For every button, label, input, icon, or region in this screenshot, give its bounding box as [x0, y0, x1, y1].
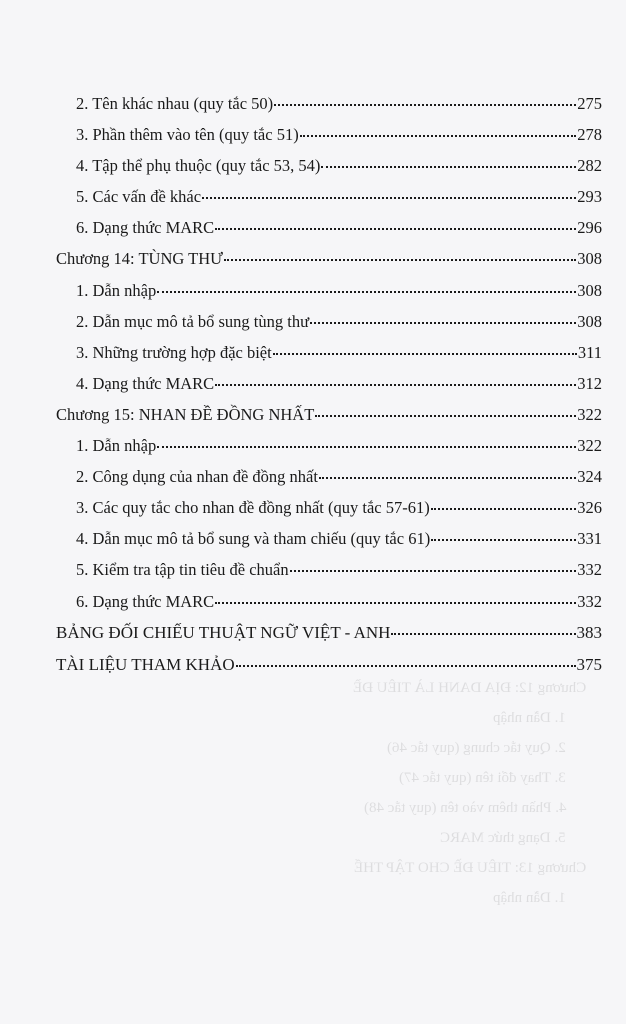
show-through-line: 3. Thay đổi tên (quy tắc 47)	[399, 770, 566, 786]
dot-leader	[236, 664, 576, 667]
toc-entry-title: Chương 15: NHAN ĐỀ ĐỒNG NHẤT	[56, 404, 315, 424]
toc-section-entry	[56, 554, 602, 585]
toc-entry-page: 322	[577, 404, 602, 424]
toc-entry-title: 4. Dạng thức MARC	[76, 373, 215, 393]
toc-entry-title: 4. Dẫn mục mô tả bổ sung và tham chiếu (quy tắc 61)	[76, 529, 431, 549]
toc-entry-page: 282	[577, 156, 602, 176]
toc-entry-title: 2. Công dụng của nhan đề đồng nhất	[76, 467, 318, 487]
toc-entry-page: 324	[577, 467, 602, 487]
toc-chapter-entry	[56, 617, 602, 649]
toc-section-entry	[56, 461, 602, 492]
toc-entry-page: 332	[577, 560, 602, 580]
toc-entry-title: BẢNG ĐỐI CHIẾU THUẬT NGỮ VIỆT - ANH	[56, 622, 391, 642]
show-through-text	[0, 660, 626, 960]
toc-entry-title: 1. Dẫn nhập	[76, 436, 157, 456]
toc-section-entry	[56, 181, 602, 212]
dot-leader	[202, 196, 576, 199]
toc-entry-page: 322	[577, 436, 602, 456]
dot-leader	[391, 632, 575, 635]
toc-chapter-entry	[56, 243, 602, 274]
toc-entry-title: 3. Các quy tắc cho nhan đề đồng nhất (quy tắc 57-61)	[76, 498, 430, 518]
toc-entry-title: Chương 14: TÙNG THƯ	[56, 249, 223, 269]
show-through-line: 1. Dẫn nhập	[493, 710, 566, 726]
dot-leader	[290, 569, 577, 572]
dot-leader	[273, 352, 577, 355]
toc-entry-title: 6. Dạng thức MARC	[76, 218, 215, 238]
toc-section-entry	[56, 306, 602, 337]
toc-entry-page: 331	[577, 529, 602, 549]
toc-section-entry	[56, 430, 602, 461]
toc-entry-page: 308	[577, 249, 602, 269]
toc-entry-page: 332	[577, 591, 602, 611]
show-through-line: 2. Quy tắc chung (quy tắc 46)	[387, 740, 566, 756]
toc-entry-title: TÀI LIỆU THAM KHẢO	[56, 654, 235, 674]
toc-section-entry	[56, 119, 602, 150]
toc-entry-title: 5. Kiểm tra tập tin tiêu đề chuẩn	[76, 560, 289, 580]
show-through-line: Chương 12: ĐỊA DANH LÀ TIÊU ĐỀ	[352, 680, 586, 696]
toc-entry-page: 278	[577, 125, 602, 145]
toc-entry-page: 383	[576, 622, 602, 642]
dot-leader	[274, 103, 576, 106]
toc-entry-title: 1. Dẫn nhập	[76, 280, 157, 300]
toc-chapter-entry	[56, 399, 602, 430]
show-through-line: 1. Dẫn nhập	[493, 890, 566, 906]
toc-section-entry	[56, 523, 602, 554]
dot-leader	[431, 507, 577, 510]
toc-section-entry	[56, 275, 602, 306]
toc-entry-page: 311	[577, 342, 602, 362]
dot-leader	[215, 601, 576, 604]
toc-entry-title: 6. Dạng thức MARC	[76, 591, 215, 611]
toc-entry-page: 293	[577, 187, 602, 207]
toc-entry-page: 296	[577, 218, 602, 238]
dot-leader	[321, 165, 576, 168]
table-of-contents	[56, 88, 602, 681]
dot-leader	[224, 258, 576, 261]
toc-entry-page: 275	[577, 94, 602, 113]
show-through-line: 4. Phần thêm vào tên (quy tắc 48)	[363, 800, 566, 816]
toc-section-entry	[56, 88, 602, 119]
toc-entry-page: 326	[577, 498, 602, 518]
dot-leader	[431, 538, 576, 541]
show-through-line: Chương 13: TIÊU ĐỀ CHO TẬP THỂ	[353, 860, 586, 876]
toc-section-entry	[56, 150, 602, 181]
toc-entry-title: 3. Những trường hợp đặc biệt	[76, 342, 272, 362]
dot-leader	[319, 476, 576, 479]
toc-entry-page: 308	[577, 280, 602, 300]
dot-leader	[157, 290, 576, 293]
toc-section-entry	[56, 492, 602, 523]
toc-entry-page: 312	[577, 373, 602, 393]
dot-leader	[215, 383, 576, 386]
toc-entry-title: 5. Các vấn đề khác	[76, 187, 202, 207]
toc-entry-title: 2. Dẫn mục mô tả bổ sung tùng thư	[76, 311, 310, 331]
toc-entry-title: 3. Phần thêm vào tên (quy tắc 51)	[76, 125, 299, 145]
toc-entry-page: 308	[577, 311, 602, 331]
dot-leader	[310, 321, 576, 324]
toc-section-entry	[56, 212, 602, 243]
toc-section-entry	[56, 368, 602, 399]
toc-entry-title: 4. Tập thể phụ thuộc (quy tắc 53, 54)	[76, 156, 321, 176]
toc-chapter-entry	[56, 649, 602, 681]
dot-leader	[215, 227, 576, 230]
dot-leader	[300, 134, 577, 137]
toc-section-entry	[56, 337, 602, 368]
dot-leader	[315, 414, 576, 417]
toc-entry-title: 2. Tên khác nhau (quy tắc 50)	[76, 94, 274, 113]
toc-entry-page: 375	[576, 654, 602, 674]
dot-leader	[157, 445, 576, 448]
toc-section-entry	[56, 586, 602, 617]
show-through-line: 5. Dạng thức MARC	[440, 830, 566, 846]
